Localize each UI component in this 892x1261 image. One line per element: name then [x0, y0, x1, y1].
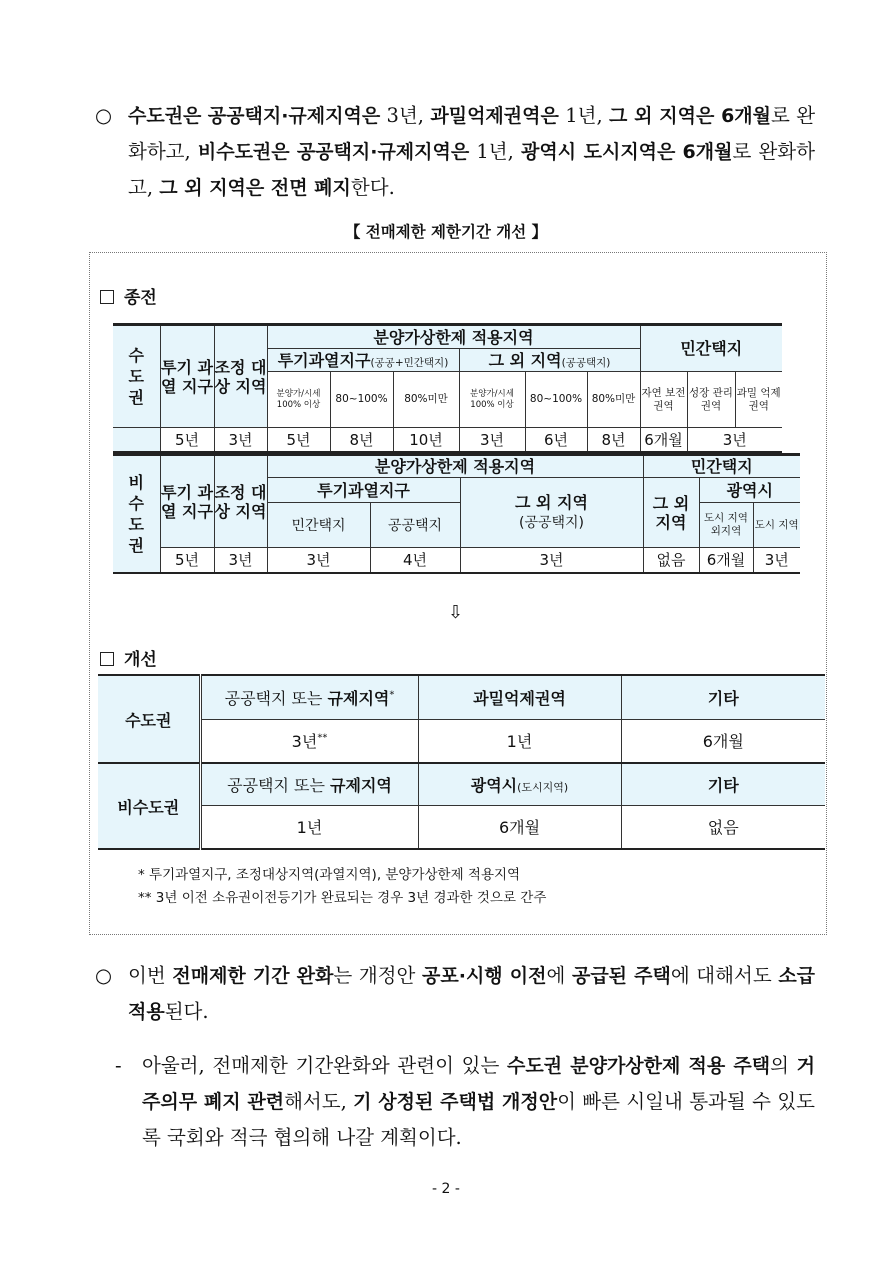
value-cell: 6년: [525, 428, 587, 452]
before-nonmetro-table: [113, 453, 800, 574]
private-land-header: 민간택지: [640, 325, 782, 372]
region-metro-cont: [113, 428, 160, 452]
paragraph-1: [95, 98, 815, 206]
after-nonmetro-label: 비수도권: [98, 763, 200, 849]
private-land-sub: 민간택지: [267, 503, 370, 548]
after-non-v2: 6개월: [418, 805, 621, 849]
after-metro-v2: 1년: [418, 719, 621, 763]
after-metro-h1: 공공택지 또는 규제지역*: [200, 675, 418, 719]
after-table: [98, 674, 825, 850]
public-land-sub: 공공택지: [370, 503, 460, 548]
paragraph-1-text: 수도권은 공공택지·규제지역은 3년, 과밀억제권역은 1년, 그 외 지역은 6개월로 완화하고, 비수도권은 공공택지·규제지역은 1년, 광역시 도시지역은 6개월로 완화하고, 그 외 지역은 전면 폐지한다.: [128, 104, 816, 199]
price-level: 분양가/시세 100% 이상: [459, 372, 525, 428]
metro-city-header: 광역시: [699, 478, 800, 503]
adjusted-zone-header: 조정 대상 지역: [214, 455, 267, 548]
value-cell: 5년: [160, 428, 214, 452]
section-after-title: 개선: [100, 645, 157, 670]
price-level: 80~100%: [525, 372, 587, 428]
after-non-v1: 1년: [200, 805, 418, 849]
spec-sub-header: 투기과열지구: [267, 478, 460, 503]
section-before-title: 종전: [100, 283, 157, 308]
price-level: 80%미만: [393, 372, 459, 428]
value-cell: 3년: [459, 428, 525, 452]
private-sub: 성장 관리 권역: [687, 372, 735, 428]
after-non-v3: 없음: [621, 805, 825, 849]
value-cell: 8년: [587, 428, 640, 452]
region-nonmetro: 비 수 도 권: [113, 455, 160, 573]
paragraph-3: [115, 1048, 815, 1156]
after-metro-h3: 기타: [621, 675, 825, 719]
checkbox-square-icon: [100, 290, 114, 304]
after-non-h3: 기타: [621, 763, 825, 805]
value-cell: 없음: [643, 548, 699, 573]
bullet: ○: [95, 104, 113, 127]
page-number: - 2 -: [432, 1181, 460, 1197]
value-cell: 3년: [267, 548, 370, 573]
value-cell: 8년: [330, 428, 393, 452]
bullet: ○: [95, 964, 113, 987]
value-cell: 3년: [460, 548, 643, 573]
adjusted-zone-header: 조정 대상 지역: [214, 325, 267, 428]
other-sub-header: 그 외 지역 (공공택지): [460, 478, 643, 548]
price-level: 80~100%: [330, 372, 393, 428]
value-cell: 3년: [214, 548, 267, 573]
private-sub: 자연 보전 권역: [640, 372, 687, 428]
bullet: -: [115, 1054, 122, 1077]
spec-sub-header: 투기과열지구(공공+민간택지): [267, 349, 459, 372]
private-land-header: 민간택지: [643, 455, 800, 478]
value-cell: 5년: [160, 548, 214, 573]
other-sub-header: 그 외 지역(공공택지): [459, 349, 640, 372]
after-non-h2: 광역시(도시지역): [418, 763, 621, 805]
city-area-sub: 도시 지역: [753, 503, 800, 548]
checkbox-square-icon: [100, 652, 114, 666]
value-cell: 3년: [214, 428, 267, 452]
paragraph-2-text: 이번 전매제한 기간 완화는 개정안 공포·시행 이전에 공급된 주택에 대해서도 소급 적용된다.: [128, 964, 816, 1023]
paragraph-3-text: 아울러, 전매제한 기간완화와 관련이 있는 수도권 분양가상한제 적용 주택의 거주의무 폐지 관련해서도, 기 상정된 주택법 개정안이 빠른 시일내 통과될 수 있도록 국회와 적극 협의해 나갈 계획이다.: [142, 1054, 815, 1149]
after-metro-label: 수도권: [98, 675, 200, 763]
speculative-zone-header: 투기 과열 지구: [160, 325, 214, 428]
private-sub: 과밀 억제 권역: [735, 372, 782, 428]
value-cell: 6개월: [699, 548, 753, 573]
price-level: 분양가/시세 100% 이상: [267, 372, 330, 428]
footnote-2: ** 3년 이전 소유권이전등기가 완료되는 경우 3년 경과한 것으로 간주: [138, 890, 547, 906]
down-arrow-icon: ⇩: [448, 602, 464, 623]
price-cap-header: 분양가상한제 적용지역: [267, 455, 643, 478]
value-cell: 5년: [267, 428, 330, 452]
after-metro-v1: 3년**: [200, 719, 418, 763]
price-level: 80%미만: [587, 372, 640, 428]
city-outside-sub: 도시 지역 외지역: [699, 503, 753, 548]
value-cell: 6개월: [640, 428, 687, 452]
speculative-zone-header: 투기 과열 지구: [160, 455, 214, 548]
before-metro-table: [113, 323, 782, 453]
price-cap-header: 분양가상한제 적용지역: [267, 325, 640, 349]
value-cell: 4년: [370, 548, 460, 573]
after-non-h1: 공공택지 또는 규제지역: [200, 763, 418, 805]
value-cell: 10년: [393, 428, 459, 452]
after-metro-h2: 과밀억제권역: [418, 675, 621, 719]
after-metro-v3: 6개월: [621, 719, 825, 763]
paragraph-2: [95, 958, 815, 1030]
footnote-1: * 투기과열지구, 조정대상지역(과열지역), 분양가상한제 적용지역: [138, 867, 521, 883]
value-cell: 3년: [687, 428, 782, 452]
region-metro: 수 도 권: [113, 325, 160, 428]
private-other-header: 그 외 지역: [643, 478, 699, 548]
value-cell: 3년: [753, 548, 800, 573]
table-caption: 【 전매제한 제한기간 개선 】: [344, 223, 548, 241]
